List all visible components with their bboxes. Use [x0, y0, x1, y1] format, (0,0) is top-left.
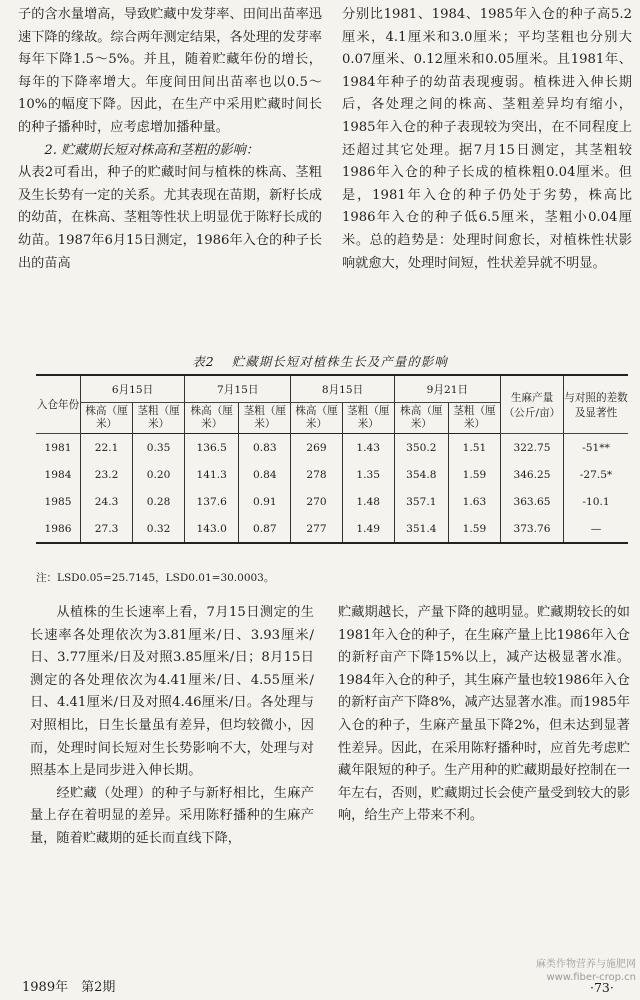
watermark-line: 麻类作物营养与施肥网 — [536, 959, 636, 970]
paragraph: 经贮藏（处理）的种子与新籽相比，生麻产量上存在着明显的差异。采用陈籽播种的生麻产量，随着贮藏期的延长而直线下降， — [30, 785, 314, 846]
stem-header: 茎粗（厘米） — [133, 403, 185, 434]
yield-cell: 322.75 — [501, 434, 564, 462]
data-table — [36, 374, 628, 544]
table-cell: 136.5 — [185, 434, 239, 462]
yield-cell: 373.76 — [501, 515, 564, 543]
date-header: 7月15日 — [185, 375, 291, 403]
table-cell: 24.3 — [81, 488, 133, 515]
table-cell: 278 — [291, 461, 342, 488]
table-row — [36, 488, 628, 515]
table-note: 注：LSD0.05=25.7145，LSD0.01=30.0003。 — [36, 572, 275, 584]
table-cell: 0.87 — [239, 515, 291, 543]
table-cell: 141.3 — [185, 461, 239, 488]
text-column-top-right — [342, 4, 632, 275]
issue-footer: 1989年 第2期 — [22, 980, 116, 995]
table-cell: 0.32 — [133, 515, 185, 543]
table-cell: 1.51 — [448, 434, 500, 462]
year-cell: 1986 — [44, 522, 72, 535]
table-row — [36, 515, 628, 543]
table-cell: 0.35 — [133, 434, 185, 462]
yield-cell: 363.65 — [501, 488, 564, 515]
paragraph: 从植株的生长速率上看，7月15日测定的生长速率各处理依次为3.81厘米/日、3.93厘米/日、3.77厘米/日及对照3.85厘米/日；8月15日测定的各处理依次为4.41厘米/日、4.55厘米/日、4.41厘米/日及对照4.46厘米/日。各处理与对照相比，日生长量虽有差异，但均较微小，因而，处理时间长短对生长势影响不大，处理与对照基本上是同步进入伸长期。 — [30, 605, 314, 779]
difference-cell: — — [564, 515, 629, 543]
table-cell: 350.2 — [394, 434, 448, 462]
table-cell: 1.59 — [448, 515, 500, 543]
table-caption — [0, 352, 640, 370]
table-cell: 1.48 — [342, 488, 394, 515]
table-cell: 0.83 — [239, 434, 291, 462]
year-cell: 1981 — [44, 441, 72, 454]
site-watermark — [536, 958, 636, 984]
table-cell: 1.63 — [448, 488, 500, 515]
table-cell: 269 — [291, 434, 342, 462]
section-heading: 2. 贮藏期长短对株高和茎粗的影响： — [44, 142, 259, 158]
table-cell: 0.20 — [133, 461, 185, 488]
difference-cell: -27.5* — [564, 461, 629, 488]
table-cell: 27.3 — [81, 515, 133, 543]
text-column-bottom-left — [30, 602, 314, 851]
table-cell: 143.0 — [185, 515, 239, 543]
height-header: 株高（厘米） — [291, 403, 342, 434]
table-cell: 137.6 — [185, 488, 239, 515]
paragraph: 从表2可看出，种子的贮藏时间与植株的株高、茎粗及生长势有一定的关系。尤其表现在苗期，新籽长成的幼苗，在株高、茎粗等性状上明显优于陈籽长成的幼苗。1987年6月15日测定，1986年入仓的种子长出的苗高 — [18, 165, 322, 271]
table-cell: 351.4 — [394, 515, 448, 543]
table-cell: 0.91 — [239, 488, 291, 515]
difference-cell: -51** — [564, 434, 629, 462]
table-title: 贮藏期长短对植株生长及产量的影响 — [231, 354, 448, 369]
yield-cell: 346.25 — [501, 461, 564, 488]
paragraph: 子的含水量增高，导致贮藏中发芽率、田间出苗率迅速下降的缘故。综合两年测定结果，各处理的发芽率每年下降1.5～5%。并且，随着贮藏年份的增长，每年的下降率增大。年度间田间出苗率也以0.5～10%的幅度下降。因此，在生产中采用贮藏时间长的种子播种时，应考虑增加播种量。 — [18, 7, 322, 135]
year-header: 入仓年份 — [36, 375, 81, 434]
date-header: 6月15日 — [81, 375, 185, 403]
table-cell: 0.28 — [133, 488, 185, 515]
table-cell: 277 — [291, 515, 342, 543]
table-label: 表2 — [192, 354, 215, 369]
date-header: 8月15日 — [291, 375, 394, 403]
text-column-top-left — [18, 4, 322, 275]
table-cell: 270 — [291, 488, 342, 515]
paragraph: 分别比1981、1984、1985年入仓的种子高5.2厘米，4.1厘米和3.0厘米；平均茎粗也分别大0.07厘米、0.12厘米和0.05厘米。且1981年、1984年种子的幼苗表现瘦弱。植株进入伸长期后，各处理之间的株高、茎粗差异均有缩小，1985年入仓的种子表现较为突出，在不同程度上还超过其它处理。据7月15日测定，其茎粗较1986年入仓的种子长成的植株粗0.04厘米。但是，1981年入仓的种子仍处于劣势，株高比1986年入仓的种子低6.5厘米，茎粗小0.04厘米。总的趋势是：处理时间愈长，对植株性状影响就愈大，处理时间短，性状差异就不明显。 — [342, 7, 632, 271]
height-header: 株高（厘米） — [185, 403, 239, 434]
paragraph: 贮藏期越长，产量下降的越明显。贮藏期较长的如1981年入仓的种子，在生麻产量上比1986年入仓的新籽亩产下降15%以上，减产达极显著水准。1984年入仓的种子，其生麻产量也较1986年入仓的新籽亩产下降8%，减产达显著水准。而1985年入仓的种子，生麻产量虽下降2%，但未达到显著性差异。因此，在采用陈籽播种时，应首先考虑贮藏年限短的种子。生产用种的贮藏期最好控制在一年左右，否则，贮藏期过长会使产量受到较大的影响，给生产上带来不利。 — [338, 605, 630, 824]
table-cell: 357.1 — [394, 488, 448, 515]
table-row — [36, 461, 628, 488]
year-cell: 1985 — [44, 495, 72, 508]
difference-cell: -10.1 — [564, 488, 629, 515]
watermark-line: www.fiber-crop.cn — [546, 972, 636, 983]
table-cell: 1.35 — [342, 461, 394, 488]
text-column-bottom-right — [338, 602, 630, 828]
table-cell: 354.8 — [394, 461, 448, 488]
height-header: 株高（厘米） — [394, 403, 448, 434]
date-header: 9月21日 — [394, 375, 500, 403]
year-cell: 1984 — [44, 468, 72, 481]
table-cell: 1.59 — [448, 461, 500, 488]
table-row — [36, 434, 628, 462]
table-cell: 1.49 — [342, 515, 394, 543]
page-number: ·73· — [590, 980, 614, 995]
table-cell: 22.1 — [81, 434, 133, 462]
height-header: 株高（厘米） — [81, 403, 133, 434]
table-cell: 0.84 — [239, 461, 291, 488]
yield-header: 生麻产量（公斤/亩） — [501, 375, 564, 434]
stem-header: 茎粗（厘米） — [239, 403, 291, 434]
stem-header: 茎粗（厘米） — [342, 403, 394, 434]
stem-header: 茎粗（厘米） — [448, 403, 500, 434]
table-cell: 23.2 — [81, 461, 133, 488]
difference-header: 与对照的差数及显著性 — [564, 375, 629, 434]
table-cell: 1.43 — [342, 434, 394, 462]
